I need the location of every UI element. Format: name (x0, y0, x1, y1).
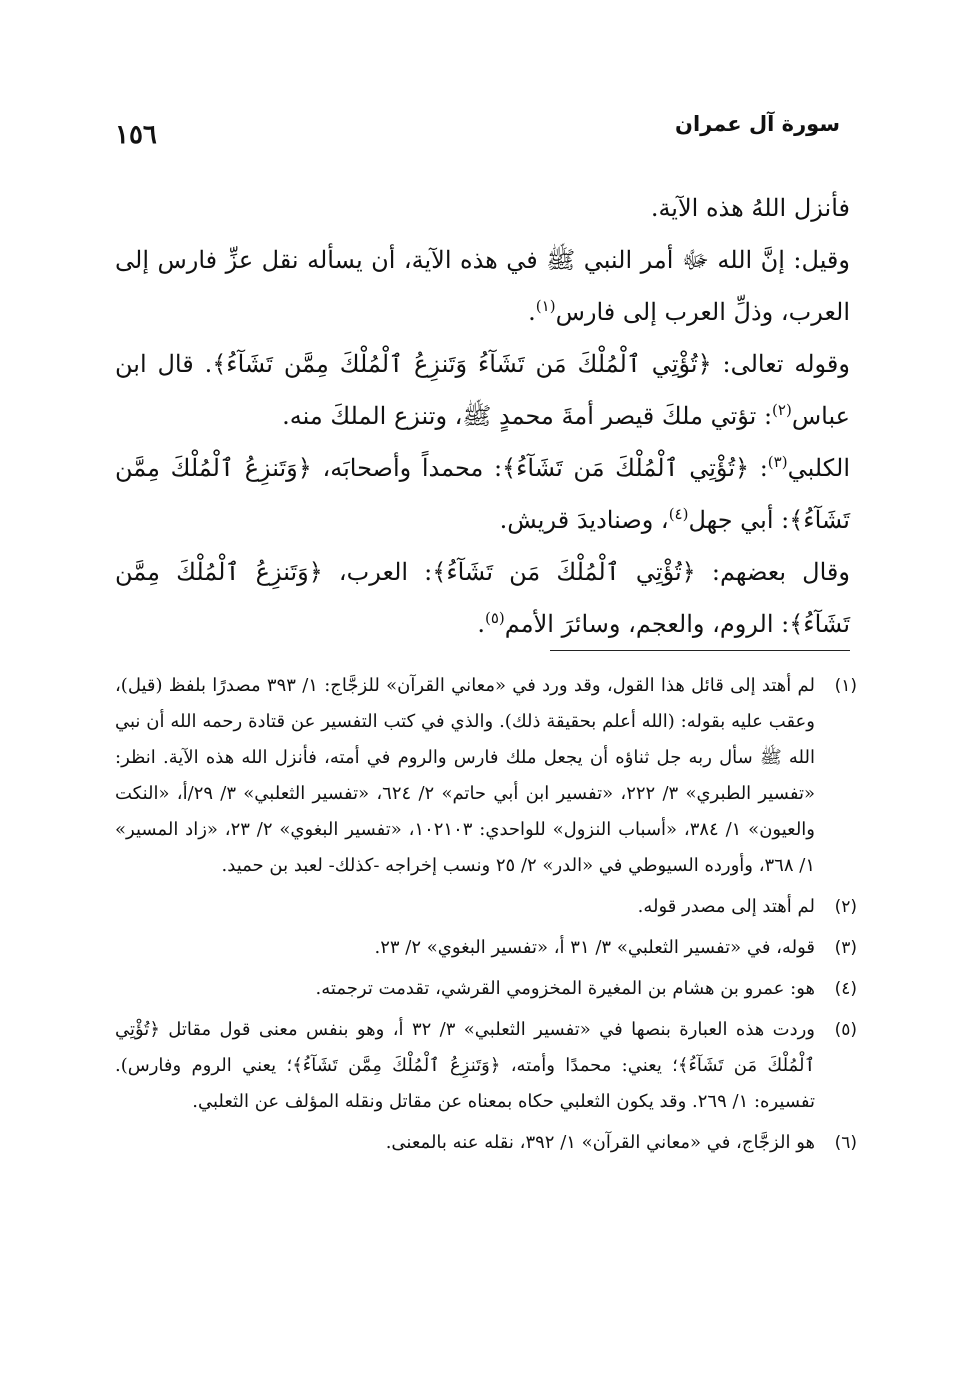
main-text (115, 182, 850, 650)
footnote-text: وردت هذه العبارة بنصها في «تفسير الثعلبي» ٣/ ٣٢ أ، وهو بنفس معنى قول مقاتل ﴿تُؤْتِي ٱلْمُلْكَ مَن تَشَآءُ﴾؛ يعني: محمدًا وأمته، ﴿وَتَنزِعُ ٱلْمُلْكَ مِمَّن تَشَآءُ﴾؛ يعني الروم وفارس). تفسيره: ١/ ٢٦٩. وقد يكون الثعلبي حكاه بمعناه عن مقاتل ونقله المؤلف عن الثعلبي. (115, 1019, 815, 1112)
footnote-item (115, 668, 857, 884)
paragraph (115, 182, 850, 234)
footnote-text: هو الزجَّاج، في «معاني القرآن» ١/ ٣٩٢، نقله عنه بالمعنى. (385, 1132, 815, 1153)
footnote-item (115, 1012, 857, 1120)
chapter-title: سورة آل عمران (675, 112, 840, 136)
paragraph (115, 442, 850, 546)
paragraph-text: وقال بعضهم: ﴿تُؤْتِي ٱلْمُلْكَ مَن تَشَآءُ﴾: العرب، ﴿وَتَنزِعُ ٱلْمُلْكَ مِمَّن تَشَآءُ﴾: الروم، والعجم، وسائرَ الأمم (115, 558, 850, 638)
paragraph-text: : تؤتي ملكَ قيصر أمةَ محمدٍ ﷺ، وتنزع الملكَ منه. (282, 402, 773, 430)
paragraph-text: : ﴿تُؤْتِي ٱلْمُلْكَ مَن تَشَآءُ﴾: محمداً وأصحابَه، ﴿وَتَنزِعُ ٱلْمُلْكَ مِمَّن تَشَآءُ﴾: أبي جهل (115, 454, 850, 534)
footnote-marker[interactable]: (٣) (767, 453, 788, 471)
footnote-item (115, 971, 857, 1007)
footnote-text: هو: عمرو بن هشام بن المغيرة المخزومي القرشي، تقدمت ترجمته. (315, 978, 815, 999)
footnote-text: قوله، في «تفسير الثعلبي» ٣/ ٣١ أ، «تفسير البغوي» ٢/ ٢٣. (374, 937, 815, 958)
paragraph (115, 234, 850, 338)
footnote-marker[interactable]: (٢) (772, 401, 792, 419)
footnote-number: (٥) (834, 1020, 857, 1040)
footnote-text: لم أهتد إلى قائل هذا القول، وقد ورد في «معاني القرآن» للزجَّاج: ١/ ٣٩٣ مصدرًا بلفظ (قيل)، وعقب عليه بقوله: (الله أعلم بحقيقة ذلك). والذي في كتب التفسير عن قتادة رحمه الله أن نبي الله ﷺ سأل ربه جل ثناؤه أن يجعل ملك فارس والروم في أمته، فأنزل الله هذه الآية. انظر: «تفسير الطبري» ٣/ ٢٢٢، «تفسير ابن أبي حاتم» ٢/ ٦٢٤، «تفسير الثعلبي» ٣/ ٢٩/أ، «النكت والعيون» ١/ ٣٨٤، «أسباب النزول» للواحدي: ١٠٢١٠٣، «تفسير البغوي» ٢/ ٢٣، «زاد المسير» ١/ ٣٦٨، وأورده السيوطي في «الدر» ٢/ ٢٥ ونسب إخراجه -كذلك- لعبد بن حميد. (115, 675, 816, 876)
footnote-number: (٤) (834, 979, 857, 999)
footnote-marker[interactable]: (٥) (484, 609, 505, 627)
paragraph-text: فأنزل اللهُ هذه الآية. (650, 194, 850, 222)
footnote-number: (٣) (834, 938, 857, 958)
footnote-item (115, 1125, 857, 1161)
paragraph-text: وقيل: إنَّ الله ﷻ أمر النبي ﷺ في هذه الآية، أن يسأله نقل عزِّ فارس إلى العرب، وذلِّ العرب إلى فارس (115, 246, 850, 326)
footnote-number: (٢) (834, 897, 857, 917)
footnotes (115, 668, 857, 1166)
page-number: ١٥٦ (115, 120, 157, 150)
footnote-number: (٦) (834, 1133, 857, 1153)
footnote-separator (550, 650, 850, 651)
paragraph-text: . (477, 610, 485, 638)
paragraph-text: الكلبي (787, 454, 850, 482)
paragraph-text: ، وصناديدَ قريش. (499, 506, 669, 534)
paragraph (115, 546, 850, 650)
footnote-number: (١) (834, 676, 857, 696)
paragraph-text: . (528, 298, 536, 326)
footnote-item (115, 930, 857, 966)
page-header (115, 112, 840, 152)
paragraph-text: وقوله تعالى: ﴿تُؤْتِي ٱلْمُلْكَ مَن تَشَآءُ وَتَنزِعُ ٱلْمُلْكَ مِمَّن تَشَآءُ﴾. قال ابن عباس (115, 350, 850, 430)
footnote-marker[interactable]: (١) (535, 297, 556, 315)
footnote-marker[interactable]: (٤) (668, 505, 689, 523)
paragraph (115, 338, 850, 442)
footnote-item (115, 889, 857, 925)
footnote-text: لم أهتد إلى مصدر قوله. (637, 896, 815, 917)
